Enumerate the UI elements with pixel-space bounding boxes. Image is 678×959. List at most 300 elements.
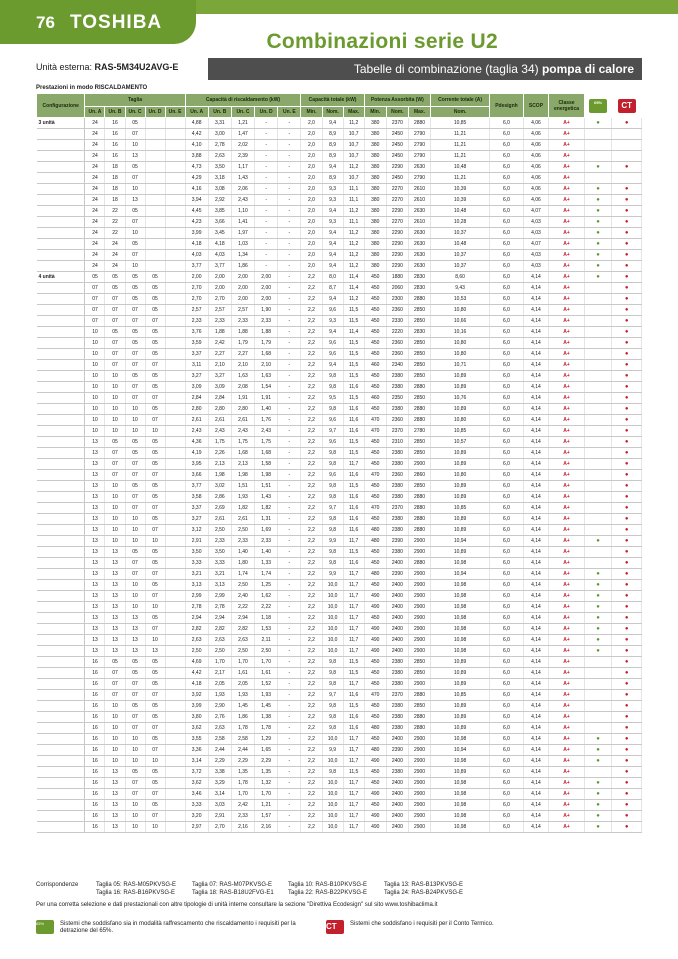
table-cell: 6,0 — [490, 349, 524, 360]
table-cell — [584, 140, 611, 151]
table-cell: 490 — [364, 602, 386, 613]
table-cell: 11,7 — [343, 624, 364, 635]
table-cell: 10,7 — [343, 129, 364, 140]
table-cell: 2400 — [386, 778, 408, 789]
table-cell: 380 — [364, 129, 386, 140]
table-cell: 1,88 — [208, 327, 231, 338]
table-cell: 07 — [145, 745, 165, 756]
table-cell: 4,14 — [523, 547, 548, 558]
table-cell: 2,2 — [301, 503, 322, 514]
table-cell: 2380 — [386, 767, 408, 778]
table-cell: 10,76 — [431, 393, 490, 404]
table-cell: 2,2 — [301, 668, 322, 679]
conto-termico-dot-icon: ● — [624, 780, 629, 786]
table-cell: 3,77 — [185, 481, 208, 492]
table-cell: 10 — [125, 580, 145, 591]
table-cell: 3,21 — [185, 569, 208, 580]
energy-class-cell: A+ — [549, 294, 585, 305]
table-cell: 2,2 — [301, 547, 322, 558]
detrazione-65-dot-icon: ● — [596, 252, 600, 258]
table-cell: 6,0 — [490, 481, 524, 492]
table-cell: 480 — [364, 723, 386, 734]
table-cell: 4,14 — [523, 657, 548, 668]
table-cell: 2,22 — [231, 602, 254, 613]
table-cell: 10,89 — [431, 459, 490, 470]
table-cell — [584, 239, 611, 250]
table-cell — [612, 294, 642, 305]
table-cell: 16 — [105, 118, 125, 129]
table-cell: 4,36 — [185, 437, 208, 448]
detrazione-65-dot-icon: ● — [596, 626, 600, 632]
table-cell: 11,4 — [343, 272, 364, 283]
table-cell: 13 — [105, 646, 125, 657]
table-cell: 6,0 — [490, 723, 524, 734]
table-cell — [165, 162, 185, 173]
table-cell — [612, 459, 642, 470]
table-cell: 380 — [364, 173, 386, 184]
table-cell: 6,0 — [490, 272, 524, 283]
energy-class-cell: A+ — [549, 503, 585, 514]
table-cell: 1,82 — [231, 503, 254, 514]
table-cell: 6,0 — [490, 448, 524, 459]
sub-pot-max: Max. — [408, 107, 430, 118]
table-cell: 2,2 — [301, 481, 322, 492]
table-cell: 6,0 — [490, 514, 524, 525]
energy-class-cell: A+ — [549, 657, 585, 668]
table-cell: 1,21 — [231, 118, 254, 129]
table-cell: 05 — [125, 481, 145, 492]
table-cell: 10,0 — [322, 613, 343, 624]
table-cell — [165, 789, 185, 800]
table-cell: 4,14 — [523, 635, 548, 646]
table-cell — [612, 646, 642, 657]
conto-termico-dot-icon: ● — [624, 164, 629, 170]
table-cell: 2360 — [386, 305, 408, 316]
table-cell: 1,61 — [255, 668, 278, 679]
table-cell: 10 — [145, 426, 165, 437]
table-cell: 11,2 — [343, 118, 364, 129]
table-row — [37, 283, 642, 294]
table-cell: 380 — [364, 217, 386, 228]
table-cell: 10,39 — [431, 195, 490, 206]
table-cell — [612, 206, 642, 217]
table-cell: - — [278, 426, 301, 437]
table-cell: 2,2 — [301, 514, 322, 525]
table-cell: 3,38 — [208, 767, 231, 778]
table-cell: 1,98 — [208, 470, 231, 481]
config-cell — [37, 547, 85, 558]
table-cell: 05 — [145, 547, 165, 558]
table-cell: 13 — [85, 470, 105, 481]
table-cell: 1,75 — [255, 437, 278, 448]
table-cell: 05 — [125, 371, 145, 382]
table-row — [37, 371, 642, 382]
table-cell: 2,50 — [208, 525, 231, 536]
table-cell: 6,0 — [490, 547, 524, 558]
table-cell: 10,48 — [431, 162, 490, 173]
table-row — [37, 305, 642, 316]
table-cell: 2880 — [408, 415, 430, 426]
conto-termico-dot-icon: ● — [624, 197, 629, 203]
table-cell: 11,7 — [343, 756, 364, 767]
table-cell: 10 — [105, 536, 125, 547]
table-cell — [612, 195, 642, 206]
energy-class-cell: A+ — [549, 426, 585, 437]
table-cell — [584, 657, 611, 668]
table-cell: 4,03 — [208, 250, 231, 261]
table-cell: 6,0 — [490, 459, 524, 470]
table-cell: 2790 — [408, 173, 430, 184]
table-cell: 11,7 — [343, 789, 364, 800]
table-cell: 2,50 — [231, 646, 254, 657]
config-cell — [37, 767, 85, 778]
detrazione-65-icon: 65% — [589, 99, 607, 113]
table-cell: 05 — [145, 305, 165, 316]
table-cell — [584, 767, 611, 778]
table-cell — [612, 789, 642, 800]
table-cell: 4,14 — [523, 503, 548, 514]
table-cell: 10 — [125, 822, 145, 833]
table-cell: 2,70 — [185, 283, 208, 294]
table-cell: 450 — [364, 338, 386, 349]
table-cell: 1,79 — [255, 338, 278, 349]
table-cell: 05 — [125, 657, 145, 668]
conto-termico-dot-icon: ● — [624, 681, 629, 687]
table-cell: 1,41 — [231, 217, 254, 228]
table-cell: 9,8 — [322, 492, 343, 503]
table-cell: - — [278, 217, 301, 228]
table-cell: 9,8 — [322, 558, 343, 569]
table-cell: 10,89 — [431, 382, 490, 393]
sub-cap-min: Min. — [301, 107, 322, 118]
table-cell: 2850 — [408, 316, 430, 327]
table-cell: 6,0 — [490, 580, 524, 591]
sub-cap-max: Max. — [343, 107, 364, 118]
table-cell: 2360 — [386, 470, 408, 481]
table-cell: 4,06 — [523, 173, 548, 184]
table-cell: 07 — [105, 470, 125, 481]
table-cell: 4,14 — [523, 404, 548, 415]
col-potenza: Potenza Assorbita (W) — [364, 94, 430, 107]
conto-termico-dot-icon: ● — [624, 582, 629, 588]
table-cell: - — [278, 580, 301, 591]
table-cell: 3,62 — [185, 723, 208, 734]
table-cell: 07 — [125, 558, 145, 569]
table-cell: 2,33 — [231, 811, 254, 822]
legend-65-text: Sistemi che soddisfano sia in modalità raffrescamento che riscaldamento i requisiti per la detrazione del 65%. — [60, 921, 296, 934]
table-cell — [165, 547, 185, 558]
table-cell: - — [278, 679, 301, 690]
table-cell: 13 — [105, 547, 125, 558]
table-cell: 13 — [85, 481, 105, 492]
table-cell — [584, 184, 611, 195]
table-cell: 07 — [105, 459, 125, 470]
table-cell — [165, 558, 185, 569]
table-cell: 3,92 — [185, 690, 208, 701]
table-cell: 07 — [105, 294, 125, 305]
table-cell — [165, 756, 185, 767]
config-cell — [37, 228, 85, 239]
table-cell: 2,61 — [231, 415, 254, 426]
table-cell: - — [278, 701, 301, 712]
table-cell — [165, 723, 185, 734]
table-cell: 10,98 — [431, 580, 490, 591]
table-cell: 4,14 — [523, 789, 548, 800]
table-cell: 11,21 — [431, 129, 490, 140]
table-cell: 2860 — [408, 470, 430, 481]
table-cell: 3,03 — [208, 800, 231, 811]
table-cell: 2,2 — [301, 459, 322, 470]
corr-item: Taglia 07: RAS-M07PKVSG-E — [192, 882, 273, 888]
table-cell: 4,14 — [523, 822, 548, 833]
table-cell: 9,4 — [322, 261, 343, 272]
brand-logo: TOSHIBA — [70, 12, 163, 33]
table-cell: 2,00 — [231, 294, 254, 305]
table-cell — [165, 569, 185, 580]
energy-class-cell: A+ — [549, 162, 585, 173]
table-cell: - — [278, 525, 301, 536]
table-cell: 9,8 — [322, 723, 343, 734]
table-cell: 2,82 — [208, 624, 231, 635]
table-cell: 24 — [105, 261, 125, 272]
table-cell: 6,0 — [490, 525, 524, 536]
table-cell: 2850 — [408, 338, 430, 349]
table-cell: 2880 — [408, 118, 430, 129]
energy-class-cell: A+ — [549, 591, 585, 602]
table-cell — [145, 195, 165, 206]
table-cell: 05 — [145, 580, 165, 591]
config-cell — [37, 393, 85, 404]
table-cell: 11,7 — [343, 800, 364, 811]
table-cell: 2,2 — [301, 393, 322, 404]
col-capacita-risc: Capacità di riscaldamento (kW) — [185, 94, 301, 107]
table-row — [37, 492, 642, 503]
table-cell: - — [278, 547, 301, 558]
table-cell: 2,17 — [208, 668, 231, 679]
table-cell: 05 — [145, 668, 165, 679]
table-row — [37, 536, 642, 547]
table-row — [37, 525, 642, 536]
table-cell: 6,0 — [490, 492, 524, 503]
table-cell: 9,4 — [322, 294, 343, 305]
table-cell: 2,2 — [301, 602, 322, 613]
energy-class-cell: A+ — [549, 756, 585, 767]
table-row — [37, 195, 642, 206]
table-row — [37, 635, 642, 646]
table-cell: 450 — [364, 283, 386, 294]
table-cell: 10,80 — [431, 338, 490, 349]
table-row — [37, 173, 642, 184]
conto-termico-dot-icon: ● — [624, 527, 629, 533]
table-row — [37, 327, 642, 338]
table-cell: 2,43 — [185, 426, 208, 437]
footer-note: Per una corretta selezione e dati prestazionali con altre tipologie di unità interne consultare la sezione "Direttiva Ecodesign" sul sito www.toshibaclima.it — [36, 902, 438, 908]
conto-termico-dot-icon: ● — [624, 362, 629, 368]
table-cell: 2630 — [408, 250, 430, 261]
table-cell: 07 — [105, 679, 125, 690]
table-cell: 13 — [85, 525, 105, 536]
table-cell — [165, 426, 185, 437]
table-cell: 2,2 — [301, 701, 322, 712]
table-cell: 460 — [364, 360, 386, 371]
table-cell: 10,98 — [431, 734, 490, 745]
table-cell: 6,0 — [490, 217, 524, 228]
energy-class-cell: A+ — [549, 492, 585, 503]
table-cell: 450 — [364, 294, 386, 305]
table-cell: 13 — [85, 558, 105, 569]
table-row — [37, 690, 642, 701]
table-cell: - — [278, 437, 301, 448]
table-cell: 13 — [85, 514, 105, 525]
table-cell: 2290 — [386, 250, 408, 261]
table-cell: 2,0 — [301, 217, 322, 228]
table-cell — [584, 206, 611, 217]
table-cell — [584, 437, 611, 448]
table-cell: 6,0 — [490, 129, 524, 140]
table-cell — [612, 151, 642, 162]
sub-cap-un-c: Un. C — [231, 107, 254, 118]
table-cell: 10,98 — [431, 756, 490, 767]
table-cell: 4,45 — [185, 206, 208, 217]
table-cell: 10,7 — [343, 151, 364, 162]
table-cell: 10,7 — [343, 140, 364, 151]
table-cell: 4,14 — [523, 294, 548, 305]
table-cell — [165, 393, 185, 404]
table-cell: - — [278, 778, 301, 789]
table-cell — [612, 162, 642, 173]
table-cell: 07 — [105, 338, 125, 349]
page-number: 76 — [36, 13, 55, 32]
table-cell: 6,0 — [490, 316, 524, 327]
table-cell: 10,98 — [431, 624, 490, 635]
table-cell: 10,28 — [431, 217, 490, 228]
config-cell — [37, 646, 85, 657]
table-cell: - — [255, 129, 278, 140]
config-cell — [37, 778, 85, 789]
table-cell: 13 — [105, 800, 125, 811]
table-cell: 2,00 — [255, 294, 278, 305]
table-cell: 10,85 — [431, 503, 490, 514]
table-cell: 16 — [85, 767, 105, 778]
table-cell: 11,5 — [343, 393, 364, 404]
table-cell: 05 — [145, 437, 165, 448]
table-cell: - — [278, 305, 301, 316]
table-cell: 470 — [364, 415, 386, 426]
table-cell: 2880 — [408, 723, 430, 734]
sub-un-d: Un. D — [145, 107, 165, 118]
table-cell: 2900 — [408, 591, 430, 602]
table-cell: 05 — [125, 668, 145, 679]
table-cell: 470 — [364, 503, 386, 514]
table-cell: 4,14 — [523, 448, 548, 459]
table-cell: 2880 — [408, 690, 430, 701]
table-cell: 4,14 — [523, 756, 548, 767]
table-cell — [612, 173, 642, 184]
table-cell: 2,99 — [185, 591, 208, 602]
table-cell: 2060 — [386, 283, 408, 294]
table-cell: 2350 — [386, 393, 408, 404]
table-cell — [165, 745, 185, 756]
table-cell: 6,0 — [490, 536, 524, 547]
table-cell: 3,66 — [185, 470, 208, 481]
table-cell: 1,58 — [255, 459, 278, 470]
table-cell — [612, 525, 642, 536]
col-classe: Classe energetica — [549, 94, 585, 118]
table-cell: 450 — [364, 404, 386, 415]
table-cell — [584, 723, 611, 734]
table-cell: 6,0 — [490, 811, 524, 822]
table-cell: 6,0 — [490, 173, 524, 184]
table-cell: 10 — [105, 393, 125, 404]
table-cell: 2,27 — [208, 349, 231, 360]
config-cell — [37, 360, 85, 371]
table-cell: 1,98 — [255, 470, 278, 481]
table-cell: 05 — [145, 558, 165, 569]
config-cell — [37, 294, 85, 305]
table-cell: 9,4 — [322, 228, 343, 239]
energy-class-cell: A+ — [549, 316, 585, 327]
table-cell: 4,06 — [523, 184, 548, 195]
section-label: Prestazioni in modo RISCALDAMENTO — [36, 85, 148, 91]
table-cell: 10,89 — [431, 514, 490, 525]
table-cell: 13 — [125, 624, 145, 635]
table-cell: 6,0 — [490, 602, 524, 613]
energy-class-cell: A+ — [549, 602, 585, 613]
table-cell — [584, 250, 611, 261]
table-cell: 05 — [125, 547, 145, 558]
table-row — [37, 679, 642, 690]
config-cell — [37, 657, 85, 668]
table-cell: 6,0 — [490, 305, 524, 316]
table-cell: 10,98 — [431, 558, 490, 569]
table-cell: 1,54 — [255, 382, 278, 393]
table-cell: 11,5 — [343, 668, 364, 679]
table-cell: 2,94 — [231, 613, 254, 624]
table-cell: 07 — [105, 316, 125, 327]
table-cell: 4,06 — [523, 118, 548, 129]
table-cell: 4,29 — [185, 173, 208, 184]
table-cell: 1,70 — [208, 657, 231, 668]
table-cell: 4,14 — [523, 360, 548, 371]
table-cell — [612, 118, 642, 129]
table-cell: 24 — [85, 206, 105, 217]
conto-termico-dot-icon: ● — [624, 571, 629, 577]
table-cell — [165, 580, 185, 591]
detrazione-65-dot-icon: ● — [596, 538, 600, 544]
table-cell: 07 — [125, 349, 145, 360]
config-cell — [37, 822, 85, 833]
table-cell: 2,2 — [301, 349, 322, 360]
table-cell: - — [278, 349, 301, 360]
table-cell: 9,8 — [322, 712, 343, 723]
table-cell: 2400 — [386, 734, 408, 745]
table-cell: 10 — [105, 481, 125, 492]
energy-class-cell: A+ — [549, 217, 585, 228]
table-cell: 10 — [105, 382, 125, 393]
config-cell — [37, 580, 85, 591]
table-cell — [584, 580, 611, 591]
table-cell: 4,18 — [185, 239, 208, 250]
table-cell: 2,2 — [301, 305, 322, 316]
table-cell: 07 — [125, 789, 145, 800]
table-cell: 07 — [125, 712, 145, 723]
table-cell: 4,06 — [523, 140, 548, 151]
energy-class-cell: A+ — [549, 558, 585, 569]
sub-cap-nom: Nom. — [322, 107, 343, 118]
table-cell: 07 — [145, 789, 165, 800]
conto-termico-dot-icon: ● — [624, 791, 629, 797]
table-cell: 380 — [364, 184, 386, 195]
